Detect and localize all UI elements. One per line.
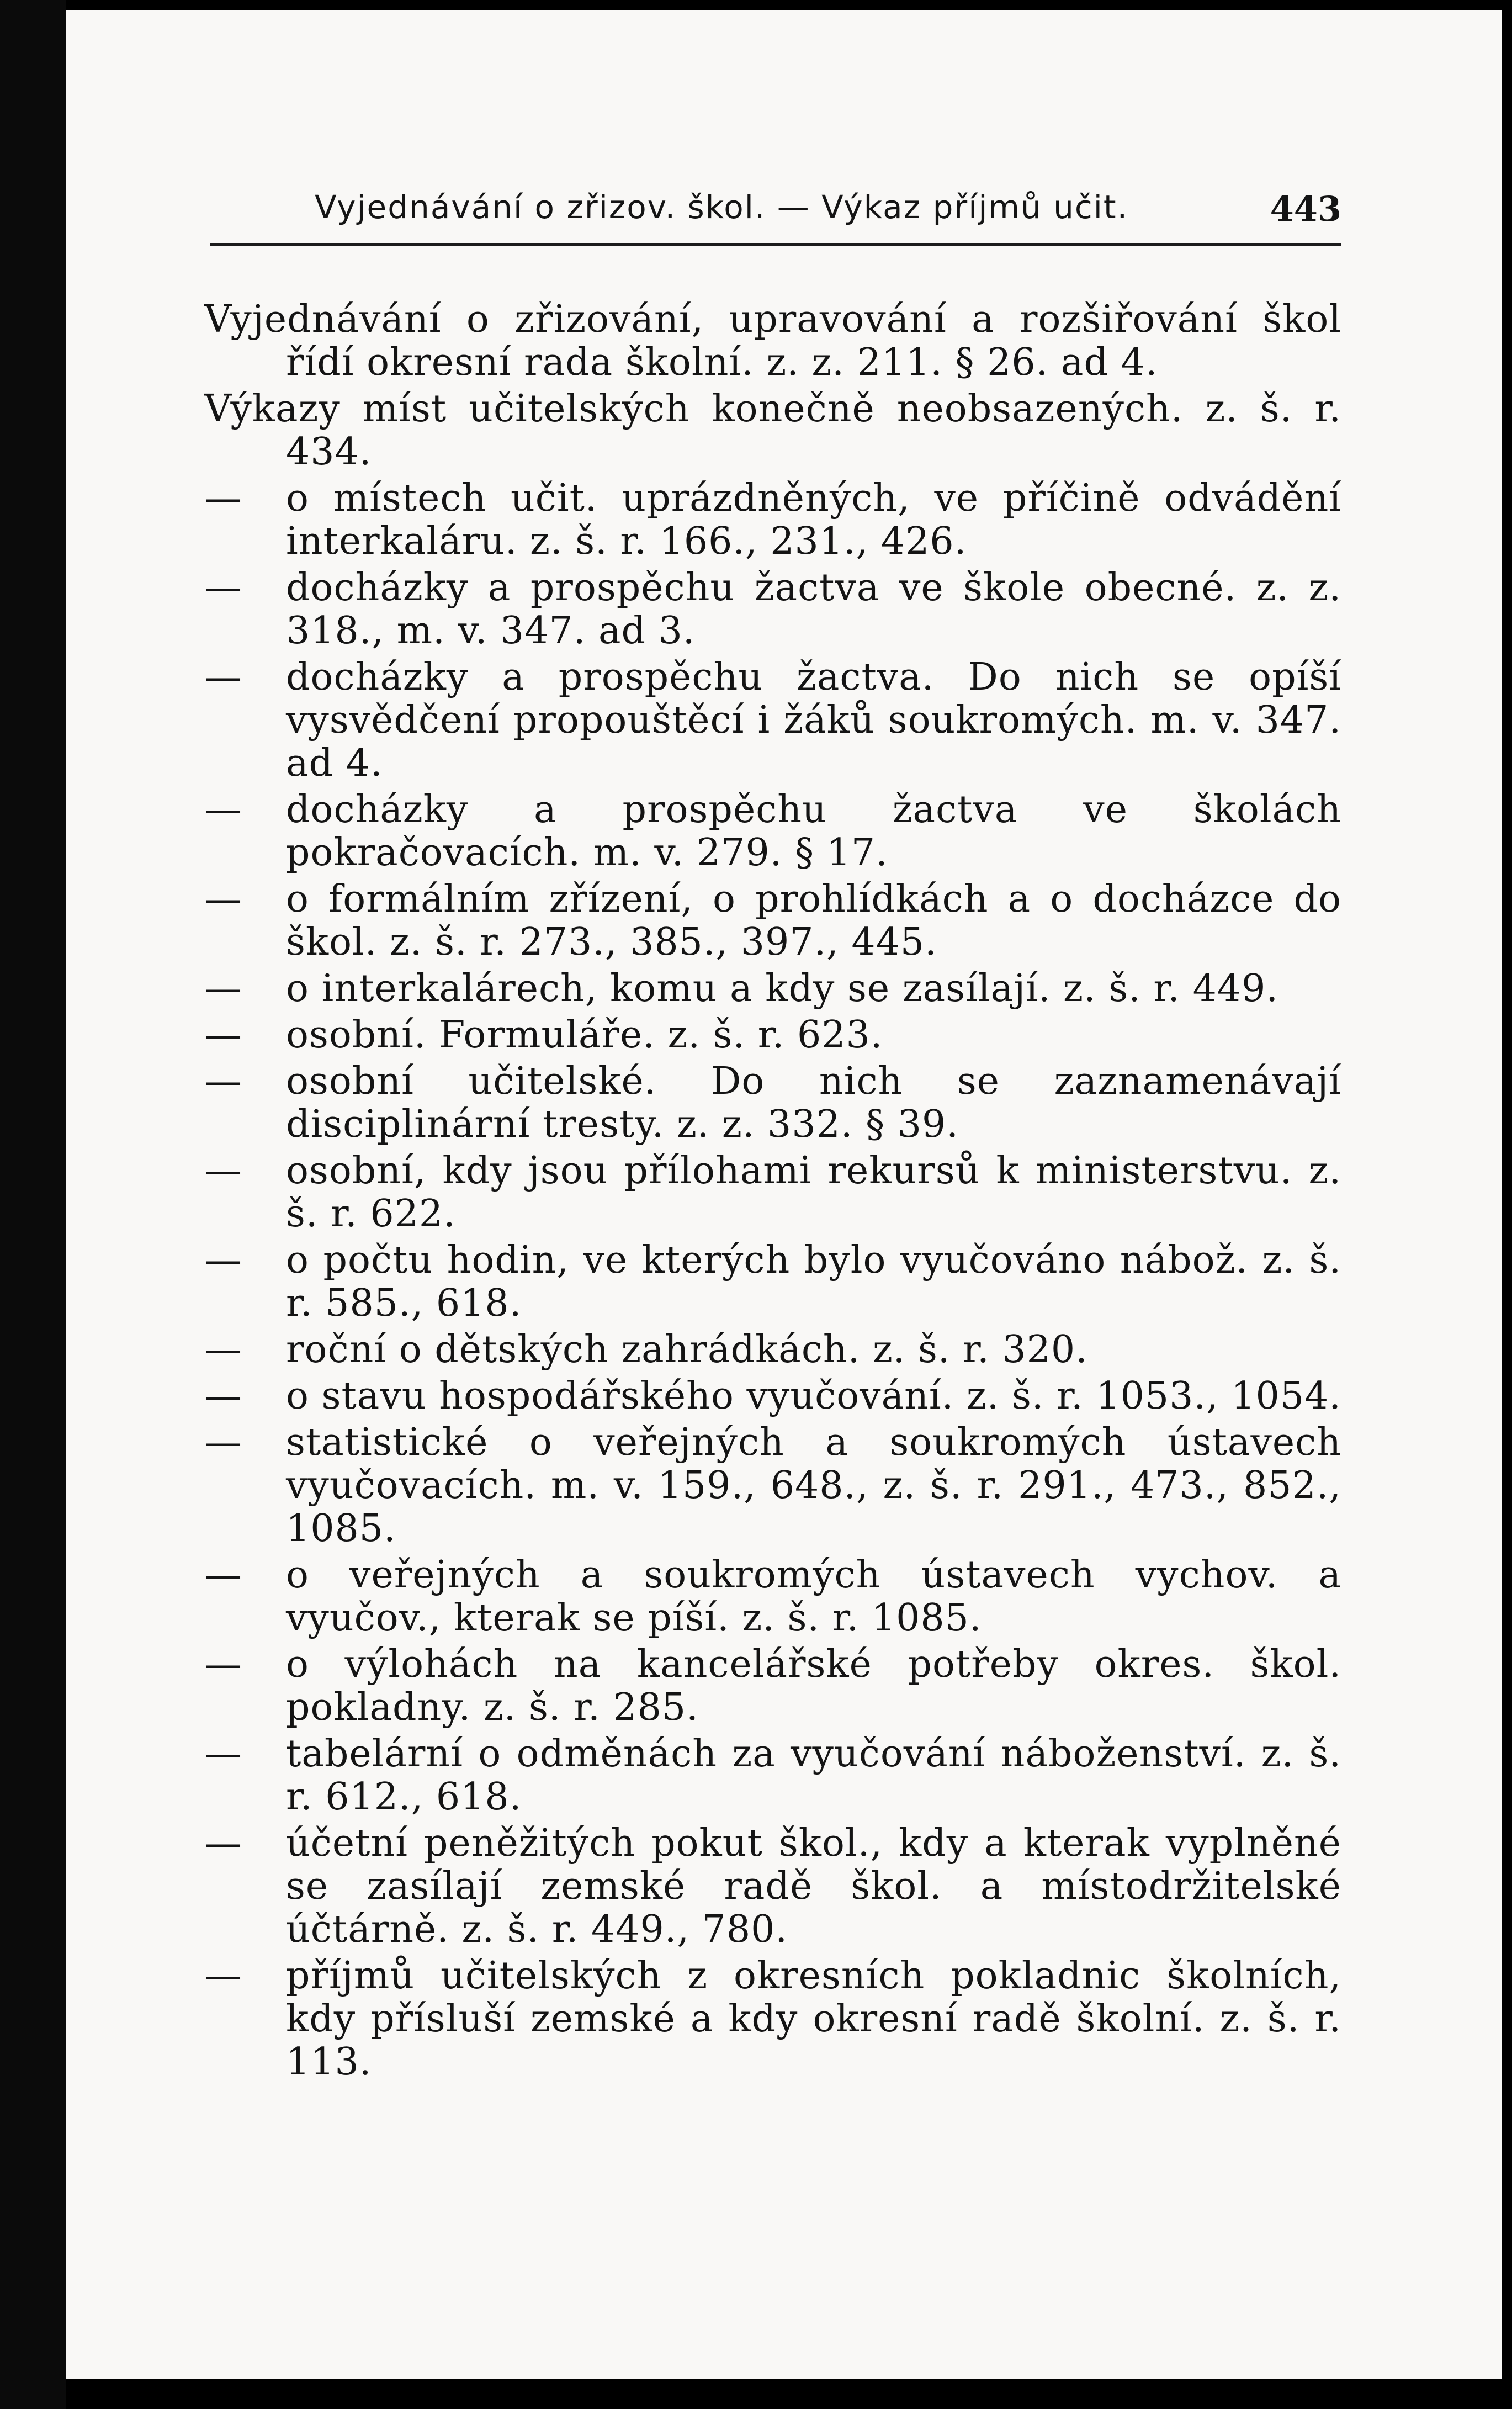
index-entry [204, 566, 1341, 653]
index-entry [204, 1239, 1341, 1325]
entry-dash: — [204, 1060, 242, 1103]
entry-text: příjmů učitelských z okresních pokladnic školních, kdy přísluší zemské a kdy okresní radě školní. z. š. r. 113. [286, 1954, 1341, 2084]
index-entry [204, 967, 1341, 1010]
entry-dash: — [204, 1328, 242, 1372]
scan-border [0, 0, 66, 2409]
index-entry [204, 1014, 1341, 1057]
entry-dash: — [204, 655, 242, 699]
header-rule [210, 243, 1341, 246]
entry-text: účetní peněžitých pokut škol., kdy a kterak vyplněné se zasílají zemské radě škol. a místodržitelské účtárně. z. š. r. 449., 780. [286, 1822, 1341, 1951]
index-entry [204, 1643, 1341, 1729]
entry-dash: — [204, 1013, 242, 1057]
entry-text: Výkazy míst učitelských konečně neobsazených. z. š. r. 434. [204, 387, 1341, 474]
entry-text: osobní učitelské. Do nich se zaznamenávají disciplinární tresty. z. z. 332. § 39. [286, 1060, 1341, 1146]
index-entry [204, 1150, 1341, 1236]
entry-text: o místech učit. uprázdněných, ve příčině odvádění interkaláru. z. š. r. 166., 231., 426. [286, 476, 1341, 563]
index-entry [204, 477, 1341, 563]
index-entry [204, 1060, 1341, 1146]
entry-text: o veřejných a soukromých ústavech vychov. a vyučov., kterak se píší. z. š. r. 1085. [286, 1553, 1341, 1640]
index-entry [204, 298, 1341, 384]
entry-text: o počtu hodin, ve kterých bylo vyučováno nábož. z. š. r. 585., 618. [286, 1238, 1341, 1325]
index-entry [204, 788, 1341, 875]
entry-text: docházky a prospěchu žactva ve školách pokračovacích. m. v. 279. § 17. [286, 788, 1341, 875]
entry-dash: — [204, 967, 242, 1010]
entry-dash: — [204, 1149, 242, 1193]
entry-dash: — [204, 1643, 242, 1686]
index-entry [204, 1328, 1341, 1372]
entry-text: osobní. Formuláře. z. š. r. 623. [286, 1013, 883, 1057]
entry-dash: — [204, 1374, 242, 1418]
entry-dash: — [204, 788, 242, 832]
entry-text: Vyjednávání o zřizování, upravování a rozšiřování škol řídí okresní rada školní. z. z. 211. § 26. ad 4. [204, 298, 1341, 384]
index-entry [204, 1822, 1341, 1951]
entry-text: o interkalárech, komu a kdy se zasílají. z. š. r. 449. [286, 967, 1278, 1010]
entry-dash: — [204, 1732, 242, 1776]
entry-text: o výlohách na kancelářské potřeby okres. škol. pokladny. z. š. r. 285. [286, 1643, 1341, 1729]
entry-dash: — [204, 1421, 242, 1464]
entry-text: tabelární o odměnách za vyučování náboženství. z. š. r. 612., 618. [286, 1732, 1341, 1819]
page-number: 443 [1270, 189, 1341, 229]
entry-text: docházky a prospěchu žactva ve škole obecné. z. z. 318., m. v. 347. ad 3. [286, 566, 1341, 653]
entry-dash: — [204, 476, 242, 520]
entry-dash: — [204, 566, 242, 610]
index-entry [204, 1421, 1341, 1550]
entry-dash: — [204, 1238, 242, 1282]
entry-dash: — [204, 1553, 242, 1597]
entry-text: o formálním zřízení, o prohlídkách a o docházce do škol. z. š. r. 273., 385., 397., 445. [286, 877, 1341, 964]
index-entries [204, 298, 1341, 2087]
entry-text: docházky a prospěchu žactva. Do nich se opíší vysvědčení propouštěcí i žáků soukromých. m. v. 347. ad 4. [286, 655, 1341, 785]
index-entry [204, 1554, 1341, 1640]
entry-dash: — [204, 1822, 242, 1865]
index-entry [204, 656, 1341, 785]
entry-dash: — [204, 1954, 242, 1998]
entry-text: statistické o veřejných a soukromých ústavech vyučovacích. m. v. 159., 648., z. š. r. 291., 473., 852., 1085. [286, 1421, 1341, 1550]
index-entry [204, 1375, 1341, 1418]
running-head: Vyjednávání o zřizov. škol. — Výkaz příjmů učit. [315, 188, 1129, 226]
index-entry [204, 388, 1341, 474]
entry-dash: — [204, 877, 242, 921]
entry-text: osobní, kdy jsou přílohami rekursů k ministerstvu. z. š. r. 622. [286, 1149, 1341, 1236]
index-entry [204, 1733, 1341, 1819]
index-entry [204, 878, 1341, 964]
entry-text: roční o dětských zahrádkách. z. š. r. 320. [286, 1328, 1088, 1372]
index-entry [204, 1955, 1341, 2084]
entry-text: o stavu hospodářského vyučování. z. š. r. 1053., 1054. [286, 1374, 1341, 1418]
page-header [248, 182, 1341, 232]
